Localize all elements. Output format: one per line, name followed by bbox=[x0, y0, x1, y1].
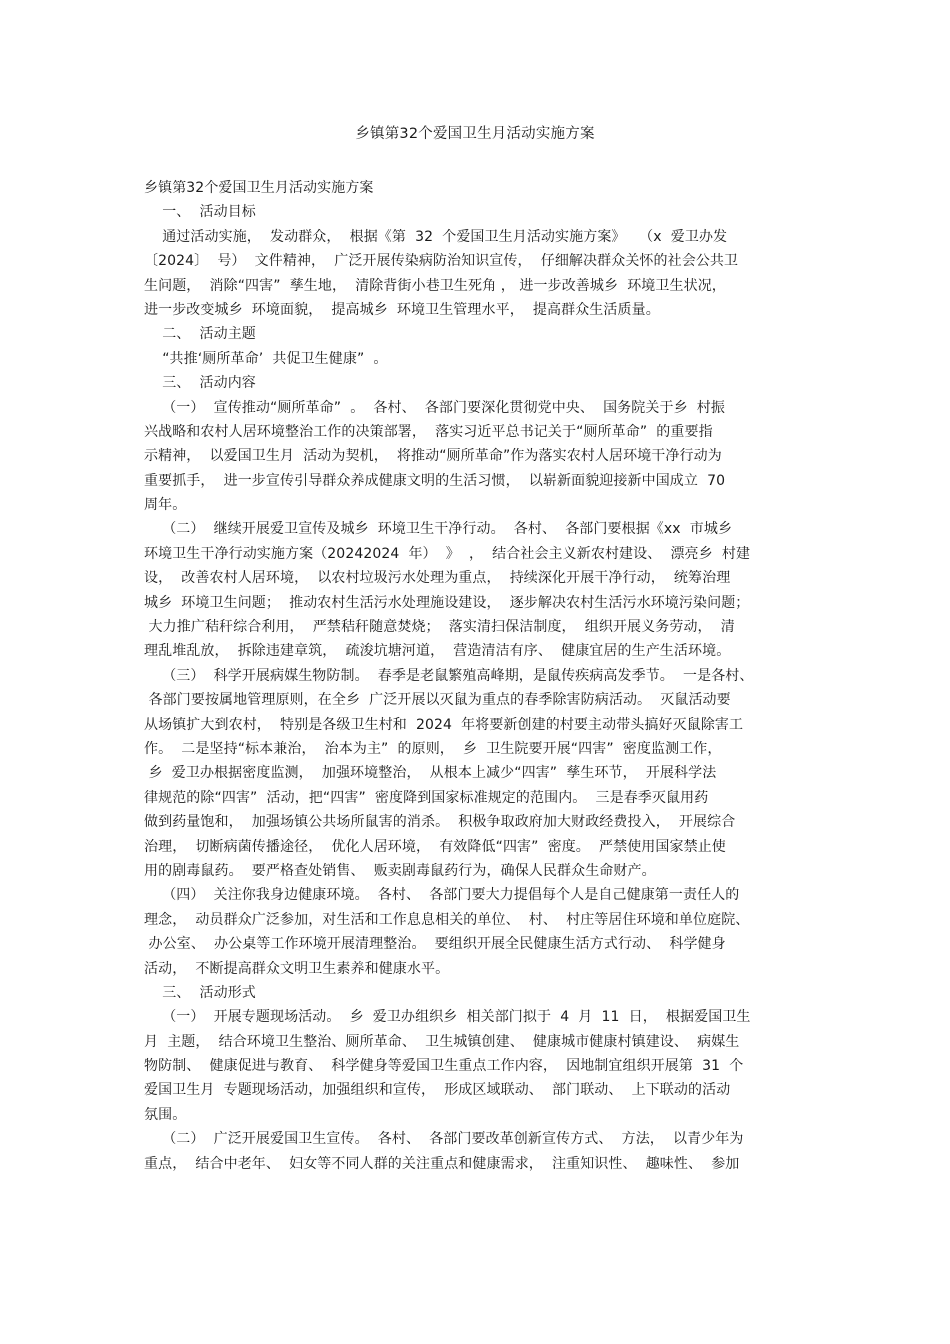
text-line: 治理， 切断病菌传播途径， 优化人居环境， 有效降低“四害” 密度。 严禁使用国家禁止使 bbox=[144, 838, 726, 855]
text-line: 各部门要按属地管理原则，在全乡 广泛开展以灭鼠为重点的春季除害防病活动。 灭鼠活动要 bbox=[144, 692, 731, 709]
text-line: “共推‘厕所革命’ 共促卫生健康” 。 bbox=[144, 350, 388, 367]
text-line: （二） 继续开展爱卫宣传及城乡 环境卫生干净行动。 各村、 各部门要根据《xx 市城乡 bbox=[144, 521, 733, 538]
text-line: 用的剧毒鼠药。 要严格查处销售、 贩卖剧毒鼠药行为，确保人民群众生命财产。 bbox=[144, 862, 656, 879]
text-line: 通过活动实施， 发动群众， 根据《第 32 个爱国卫生月活动实施方案》 （x 爱卫办发 bbox=[144, 228, 728, 245]
text-line: 作。 二是坚持“标本兼治， 治本为主” 的原则， 乡 卫生院要开展“四害” 密度监测工作， bbox=[144, 740, 722, 757]
text-line: 理乱堆乱放， 拆除违建章筑， 疏浚坑塘河道， 营造清洁有序、 健康宜居的生产生活环境。 bbox=[144, 643, 731, 660]
text-line: 大力推广秸秆综合利用， 严禁秸秆随意焚烧； 落实清扫保洁制度， 组织开展义务劳动， 清 bbox=[144, 619, 735, 636]
text-line: 生问题， 消除“四害” 孳生地， 清除背街小巷卫生死角 ， 进一步改善城乡 环境卫生状况， bbox=[144, 277, 726, 294]
text-line: （三） 科学开展病媒生物防制。 春季是老鼠繁殖高峰期，是鼠传疾病高发季节。 一是各村、 bbox=[144, 667, 754, 684]
document-body bbox=[144, 176, 824, 1176]
text-line: 理念， 动员群众广泛参加，对生活和工作息息相关的单位、 村、 村庄等居住环境和单位庭院、 bbox=[144, 911, 750, 928]
text-line: 月 主题， 结合环境卫生整治、厕所革命、 卫生城镇创建、 健康城市健康村镇建设、 病媒生 bbox=[144, 1033, 740, 1050]
text-line: 进一步改变城乡 环境面貌， 提高城乡 环境卫生管理水平， 提高群众生活质量。 bbox=[144, 301, 660, 318]
text-line: 重要抓手， 进一步宣传引导群众养成健康文明的生活习惯， 以崭新面貌迎接新中国成立 70 bbox=[144, 472, 726, 489]
text-line: 氛围。 bbox=[144, 1106, 187, 1123]
text-line: 做到药量饱和， 加强场镇公共场所鼠害的消杀。 积极争取政府加大财政经费投入， 开展综合 bbox=[144, 814, 736, 831]
text-line: 周年。 bbox=[144, 497, 187, 514]
text-line: 城乡 环境卫生问题； 推动农村生活污水处理施设建设， 逐步解决农村生活污水环境污染问题； bbox=[144, 594, 750, 611]
text-line: 一、 活动目标 bbox=[144, 204, 256, 221]
text-line: 律规范的除“四害” 活动，把“四害” 密度降到国家标准规定的范围内。 三是春季灭鼠用药 bbox=[144, 789, 709, 806]
text-line: 兴战略和农村人居环境整治工作的决策部署， 落实习近平总书记关于“厕所革命” 的重要指 bbox=[144, 423, 713, 440]
text-line: 乡镇第32个爱国卫生月活动实施方案 bbox=[144, 180, 374, 196]
text-line: 物防制、 健康促进与教育、 科学健身等爱国卫生重点工作内容， 因地制宜组织开展第 31 个 bbox=[144, 1058, 744, 1075]
text-line: 环境卫生干净行动实施方案（20242024 年） 》 ， 结合社会主义新农村建设、 漂亮乡 村建 bbox=[144, 545, 751, 562]
text-line: 办公室、 办公桌等工作环境开展清理整治。 要组织开展全民健康生活方式行动、 科学健身 bbox=[144, 936, 726, 953]
text-line: 示精神， 以爱国卫生月 活动为契机， 将推动“厕所革命”作为落实农村人居环境干净行动为 bbox=[144, 448, 722, 465]
text-line: 三、 活动形式 bbox=[144, 984, 256, 1001]
text-line: 从场镇扩大到农村， 特别是各级卫生村和 2024 年将要新创建的村要主动带头搞好灭鼠除害工 bbox=[144, 716, 744, 733]
text-line: （一） 宣传推动“厕所革命” 。 各村、 各部门要深化贯彻党中央、 国务院关于乡 村振 bbox=[144, 399, 726, 416]
text-line: （四） 关注你我身边健康环境。 各村、 各部门要大力提倡每个人是自己健康第一责任人的 bbox=[144, 887, 740, 904]
text-line: （一） 开展专题现场活动。 乡 爱卫办组织乡 相关部门拟于 4 月 11 日， 根据爱国卫生 bbox=[144, 1009, 751, 1026]
document-title: 乡镇第32个爱国卫生月活动实施方案 bbox=[355, 126, 595, 142]
text-line: 〔2024〕 号） 文件精神， 广泛开展传染病防治知识宣传， 仔细解决群众关怀的社会公共卫 bbox=[144, 253, 739, 270]
text-line: 活动， 不断提高群众文明卫生素养和健康水平。 bbox=[144, 960, 450, 977]
text-line: 设， 改善农村人居环境， 以农村垃圾污水处理为重点， 持续深化开展干净行动， 统筹治理 bbox=[144, 570, 731, 587]
text-line: 重点， 结合中老年、 妇女等不同人群的关注重点和健康需求， 注重知识性、 趣味性、 参加 bbox=[144, 1155, 740, 1172]
text-line: （二） 广泛开展爱国卫生宣传。 各村、 各部门要改革创新宣传方式、 方法， 以青少年为 bbox=[144, 1131, 744, 1148]
text-line: 爱国卫生月 专题现场活动，加强组织和宣传， 形成区域联动、 部门联动、 上下联动的活动 bbox=[144, 1082, 731, 1099]
text-line: 二、 活动主题 bbox=[144, 326, 256, 343]
text-line: 乡 爱卫办根据密度监测， 加强环境整治， 从根本上减少“四害” 孳生环节， 开展科学法 bbox=[144, 765, 717, 782]
text-line: 三、 活动内容 bbox=[144, 375, 256, 392]
